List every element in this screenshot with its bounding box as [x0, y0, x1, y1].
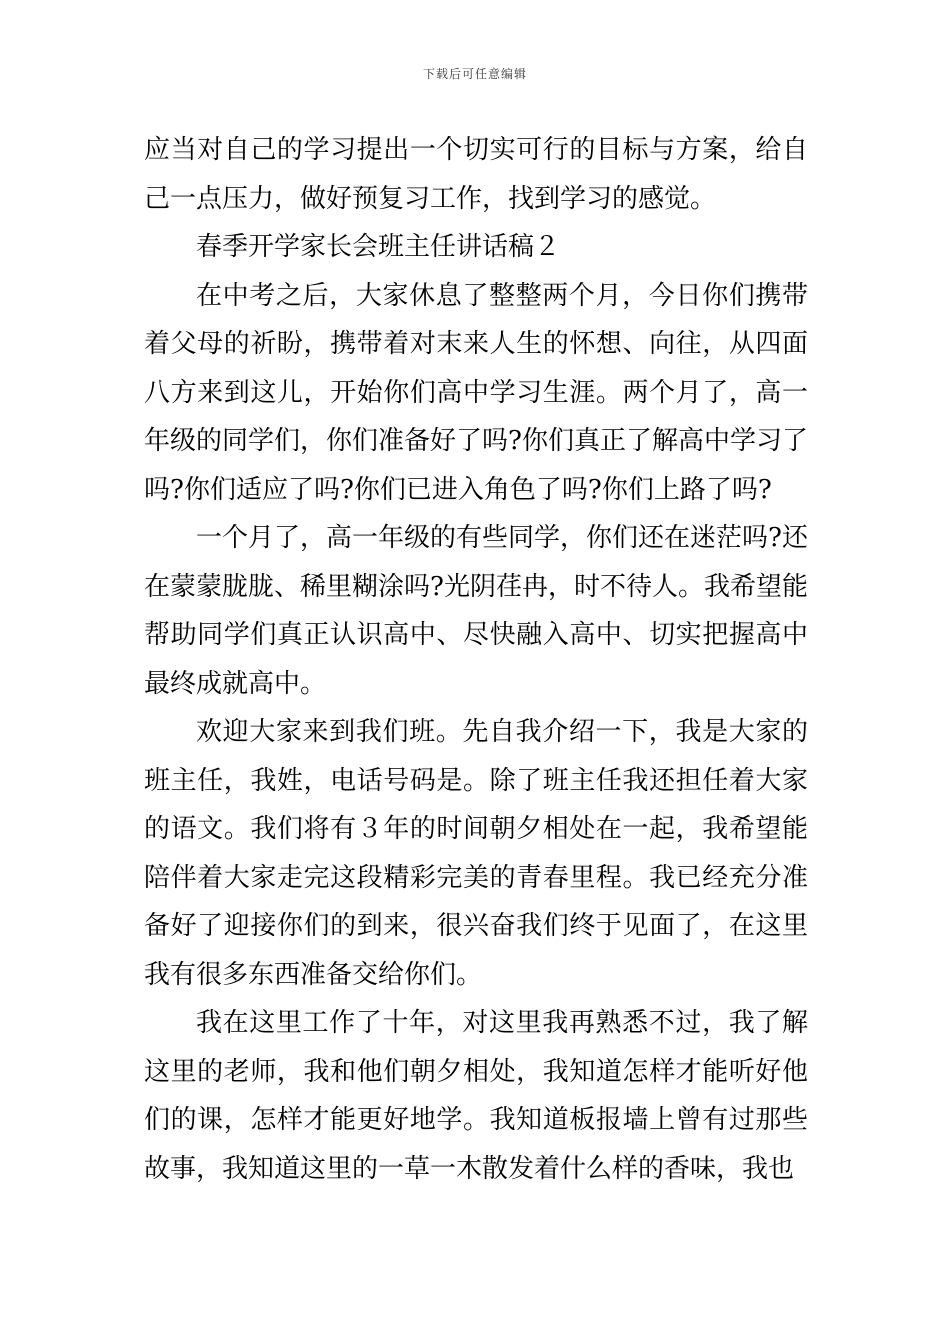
document-body: [144, 126, 808, 1193]
page-header: 下载后可任意编辑: [422, 67, 527, 81]
paragraph: 在中考之后，大家休息了整整两个月，今日你们携带着父母的祈盼，携带着对末来人生的怀想、向往，从四面八方来到这儿，开始你们高中学习生涯。两个月了，高一年级的同学们，你们准备好了吗?你们真正了解高中学习了吗?你们适应了吗?你们已进入角色了吗?你们上路了吗?: [144, 280, 808, 505]
paragraph: 欢迎大家来到我们班。先自我介绍一下，我是大家的班主任，我姓，电话号码是。除了班主任我还担任着大家的语文。我们将有３年的时间朝夕相处在一起，我希望能陪伴着大家走完这段精彩完美的青春里程。我已经充分准备好了迎接你们的到来，很兴奋我们终于见面了，在这里我有很多东西准备交给你们。: [144, 717, 808, 990]
paragraph-continued: 应当对自己的学习提出一个切实可行的目标与方案，给自己一点压力，做好预复习工作，找到学习的感觉。: [144, 135, 808, 214]
section-heading: 春季开学家长会班主任讲话稿２: [196, 232, 561, 262]
paragraph: 一个月了，高一年级的有些同学，你们还在迷茫吗?还在蒙蒙胧胧、稀里糊涂吗?光阴荏冉，时不待人。我希望能帮助同学们真正认识高中、尽快融入高中、切实把握高中最终成就高中。: [144, 523, 808, 699]
paragraph: 我在这里工作了十年，对这里我再熟悉不过，我了解这里的老师，我和他们朝夕相处，我知道怎样才能听好他们的课，怎样才能更好地学。我知道板报墙上曾有过那些故事，我知道这里的一草一木散发着什么样的香味，我也: [144, 1008, 808, 1184]
